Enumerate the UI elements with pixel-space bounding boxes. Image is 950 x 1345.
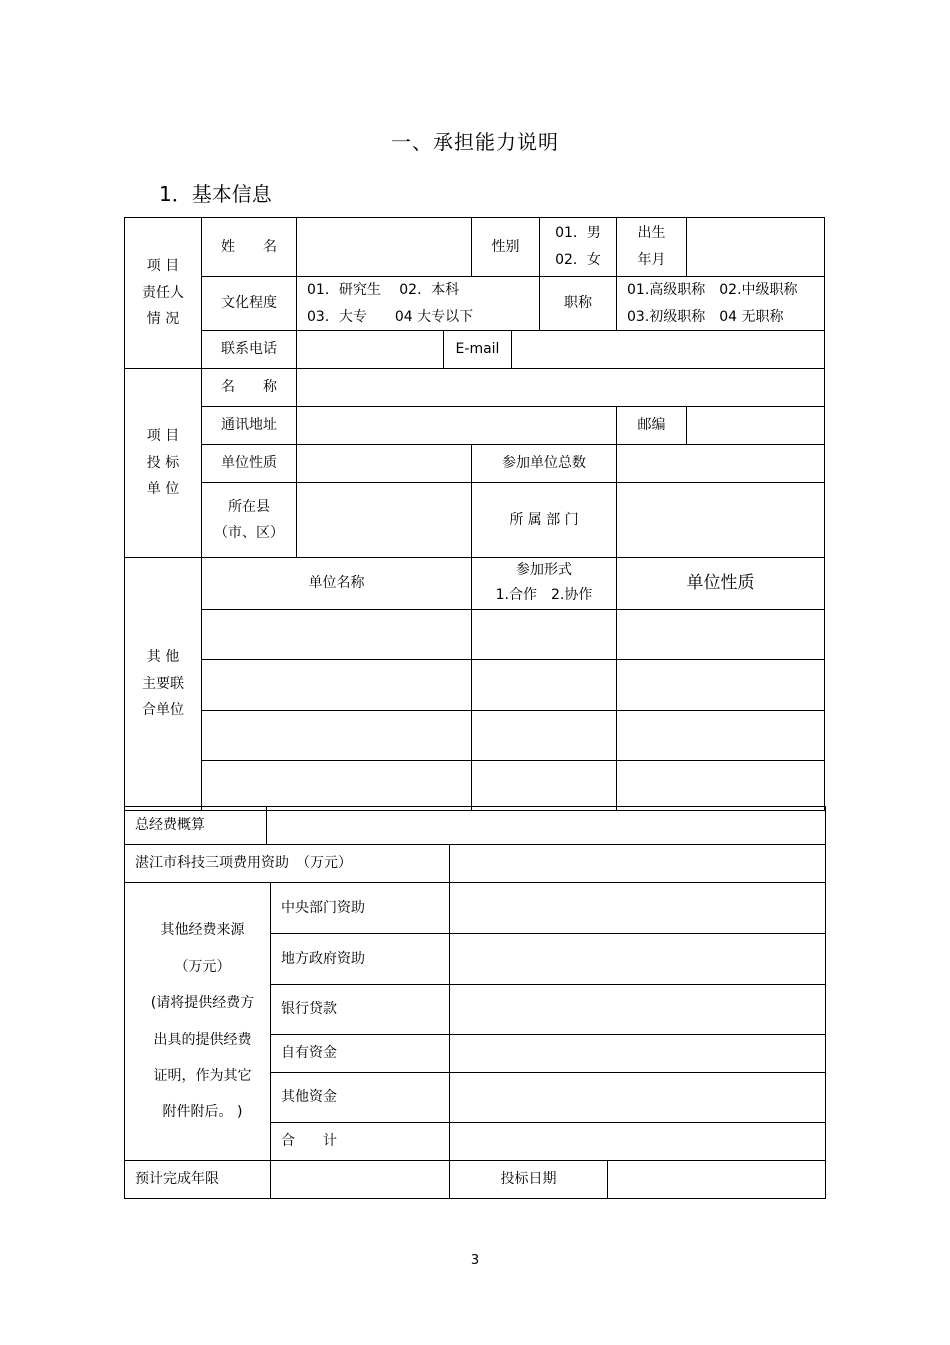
partner-nature-cell[interactable] — [617, 710, 825, 760]
partner-form-cell[interactable] — [472, 710, 617, 760]
nature-field[interactable] — [297, 445, 472, 483]
title-label: 职称 — [540, 277, 617, 331]
city-funding-field[interactable] — [450, 845, 826, 883]
bidder-name-field[interactable] — [297, 369, 825, 407]
table-row — [125, 659, 825, 710]
bank-loan-label: 银行贷款 — [271, 985, 450, 1035]
bid-date-field[interactable] — [608, 1161, 826, 1199]
address-label: 通讯地址 — [202, 407, 297, 445]
email-label: E-mail — [444, 331, 512, 369]
partners-section-label: 其 他 主要联 合单位 — [125, 558, 202, 810]
title-options: 01.高级职称 02.中级职称 03.初级职称 04 无职称 — [617, 277, 825, 331]
central-funding-label: 中央部门资助 — [271, 883, 450, 934]
gender-label: 性别 — [472, 218, 540, 277]
other-funds-label: 其他资金 — [271, 1073, 450, 1123]
birth-label: 出生 年月 — [617, 218, 687, 277]
partner-name-header: 单位名称 — [202, 558, 472, 609]
leader-section-label: 项 目 责任人 情 况 — [125, 218, 202, 369]
department-label: 所 属 部 门 — [472, 483, 617, 558]
page-number: 3 — [470, 1253, 480, 1268]
bidder-name-label: 名 称 — [202, 369, 297, 407]
partner-nature-cell[interactable] — [617, 659, 825, 710]
partner-name-cell[interactable] — [202, 760, 472, 810]
partner-nature-cell[interactable] — [617, 609, 825, 659]
partner-name-cell[interactable] — [202, 659, 472, 710]
bank-loan-field[interactable] — [450, 985, 826, 1035]
name-field[interactable] — [297, 218, 472, 277]
partner-form-cell[interactable] — [472, 609, 617, 659]
postcode-label: 邮编 — [617, 407, 687, 445]
nature-label: 单位性质 — [202, 445, 297, 483]
page-title: 一、承担能力说明 — [391, 130, 559, 154]
local-funding-field[interactable] — [450, 934, 826, 985]
education-label: 文化程度 — [202, 277, 297, 331]
own-funds-label: 自有资金 — [271, 1035, 450, 1073]
partner-nature-cell[interactable] — [617, 760, 825, 810]
email-field[interactable] — [512, 331, 825, 369]
department-field[interactable] — [617, 483, 825, 558]
central-funding-field[interactable] — [450, 883, 826, 934]
basic-info-table — [124, 217, 825, 811]
phone-label: 联系电话 — [202, 331, 297, 369]
gender-options: 01．男 02．女 — [540, 218, 617, 277]
deadline-label: 预计完成年限 — [125, 1161, 271, 1199]
table-row — [125, 609, 825, 659]
total-budget-table — [124, 806, 826, 845]
partner-form-cell[interactable] — [472, 659, 617, 710]
table-row — [125, 760, 825, 810]
partner-name-cell[interactable] — [202, 710, 472, 760]
partner-nature-header: 单位性质 — [617, 558, 825, 609]
local-funding-label: 地方政府资助 — [271, 934, 450, 985]
phone-field[interactable] — [297, 331, 444, 369]
total-budget-field[interactable] — [267, 807, 826, 845]
funding-total-field[interactable] — [450, 1123, 826, 1161]
name-label: 姓 名 — [202, 218, 297, 277]
funding-total-label: 合 计 — [271, 1123, 450, 1161]
total-budget-label: 总经费概算 — [125, 807, 267, 845]
other-funds-field[interactable] — [450, 1073, 826, 1123]
participants-label: 参加单位总数 — [472, 445, 617, 483]
partner-form-header: 参加形式 1.合作 2.协作 — [472, 558, 617, 609]
deadline-field[interactable] — [271, 1161, 450, 1199]
county-label: 所在县 （市、区） — [202, 483, 297, 558]
section-subtitle: 1．基本信息 — [159, 182, 272, 206]
birth-field[interactable] — [687, 218, 825, 277]
funding-table — [124, 844, 826, 1199]
county-field[interactable] — [297, 483, 472, 558]
partner-name-cell[interactable] — [202, 609, 472, 659]
bid-date-label: 投标日期 — [450, 1161, 608, 1199]
education-options: 01．研究生 02．本科 03．大专 04 大专以下 — [297, 277, 540, 331]
participants-field[interactable] — [617, 445, 825, 483]
city-funding-label: 湛江市科技三项费用资助 （万元） — [125, 845, 450, 883]
table-row — [125, 710, 825, 760]
own-funds-field[interactable] — [450, 1035, 826, 1073]
postcode-field[interactable] — [687, 407, 825, 445]
bidder-section-label: 项 目 投 标 单 位 — [125, 369, 202, 558]
other-funding-section-label: 其他经费来源 （万元） (请将提供经费方 出具的提供经费 证明，作为其它 附件附后。 ) — [125, 883, 271, 1161]
partner-form-cell[interactable] — [472, 760, 617, 810]
address-field[interactable] — [297, 407, 617, 445]
